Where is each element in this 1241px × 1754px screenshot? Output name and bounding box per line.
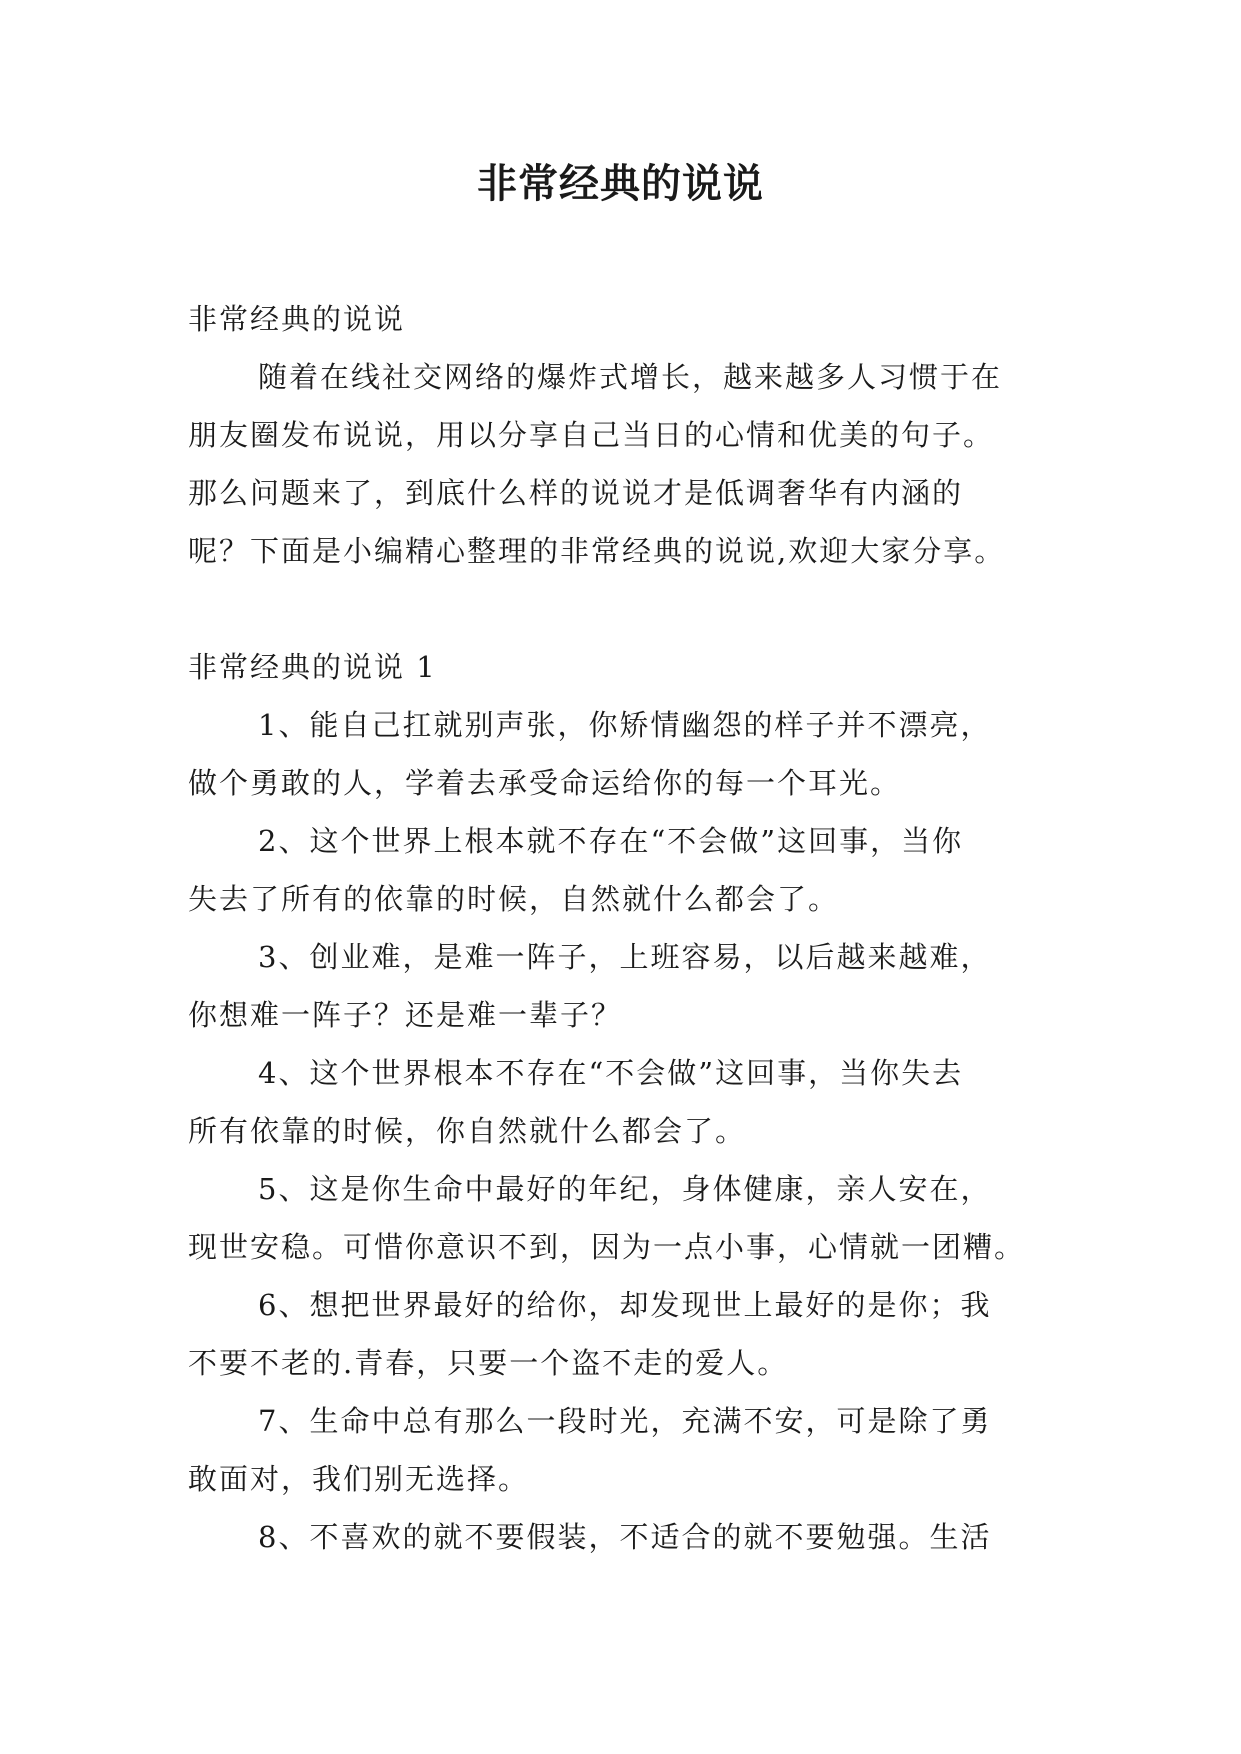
list-item-line: 4、这个世界根本不存在“不会做”这回事，当你失去 [258, 1056, 964, 1090]
list-item-line: 敢面对，我们别无选择。 [188, 1462, 530, 1496]
document-title: 非常经典的说说 [477, 160, 764, 207]
list-item-line: 做个勇敢的人，学着去承受命运给你的每一个耳光。 [188, 766, 902, 800]
list-item-line: 8、不喜欢的就不要假装，不适合的就不要勉强。生活 [258, 1520, 992, 1554]
list-item-line: 5、这是你生命中最好的年纪，身体健康，亲人安在， [258, 1172, 992, 1206]
intro-line: 朋友圈发布说说，用以分享自己当日的心情和优美的句子。 [188, 418, 995, 452]
list-item-line: 3、创业难，是难一阵子，上班容易，以后越来越难， [258, 940, 992, 974]
paragraph-gap [188, 580, 1058, 638]
list-item-line: 1、能自己扛就别声张，你矫情幽怨的样子并不漂亮， [258, 708, 992, 742]
list-item-line: 现世安稳。可惜你意识不到，因为一点小事，心情就一团糟。 [188, 1230, 1026, 1264]
subtitle: 非常经典的说说 [188, 302, 406, 336]
list-item-line: 不要不老的.青春，只要一个盗不走的爱人。 [188, 1346, 789, 1380]
section-heading: 非常经典的说说 1 [188, 650, 437, 684]
intro-line: 呢？下面是小编精心整理的非常经典的说说,欢迎大家分享。 [188, 534, 1006, 568]
intro-line: 那么问题来了，到底什么样的说说才是低调奢华有内涵的 [188, 476, 964, 510]
list-item-line: 7、生命中总有那么一段时光，充满不安，可是除了勇 [258, 1404, 992, 1438]
document-body [188, 290, 1058, 1566]
list-item-line: 所有依靠的时候，你自然就什么都会了。 [188, 1114, 747, 1148]
intro-line: 随着在线社交网络的爆炸式增长，越来越多人习惯于在 [258, 360, 1003, 394]
list-item-line: 失去了所有的依靠的时候，自然就什么都会了。 [188, 882, 840, 916]
list-item-line: 2、这个世界上根本就不存在“不会做”这回事，当你 [258, 824, 964, 858]
list-item-line: 你想难一阵子？还是难一辈子？ [188, 998, 623, 1032]
list-item-line: 6、想把世界最好的给你，却发现世上最好的是你；我 [258, 1288, 992, 1322]
